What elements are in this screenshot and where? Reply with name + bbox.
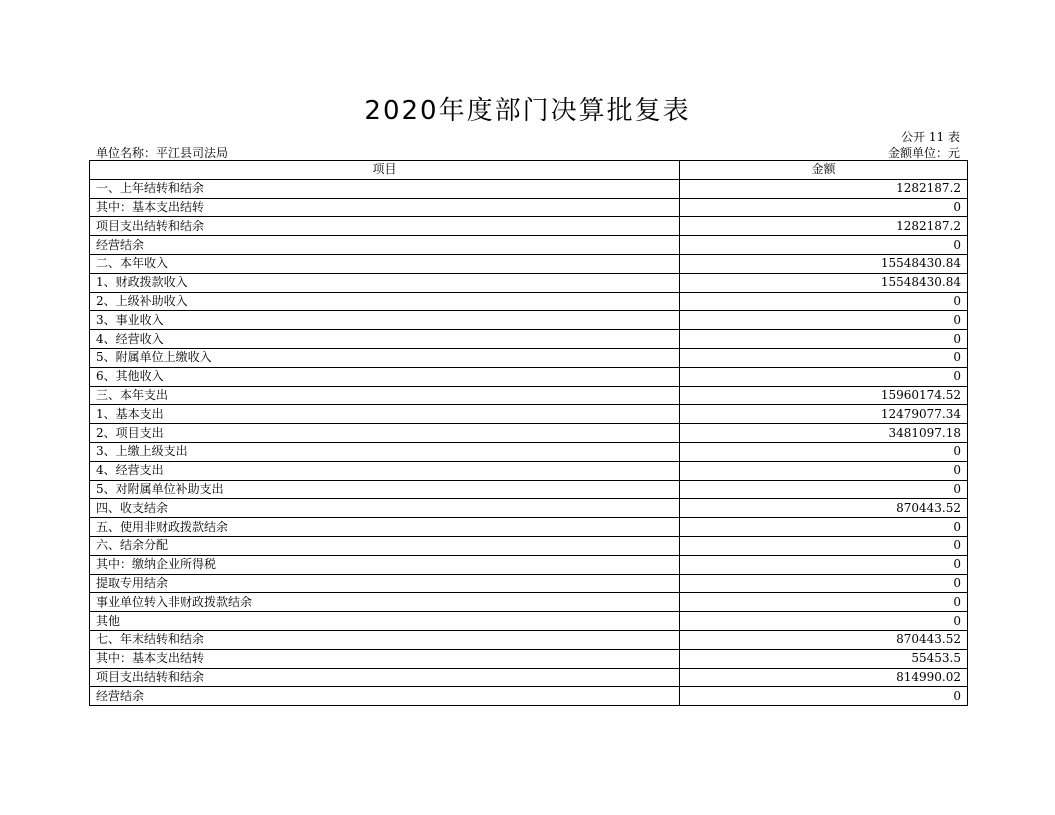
row-amount-value: 0 bbox=[680, 461, 968, 480]
row-item-label: 1、财政拨款收入 bbox=[90, 273, 680, 292]
column-header-item: 项目 bbox=[90, 161, 680, 180]
row-amount-value: 0 bbox=[680, 687, 968, 706]
column-header-amount: 金额 bbox=[680, 161, 968, 180]
row-item-label: 1、基本支出 bbox=[90, 405, 680, 424]
row-amount-value: 0 bbox=[680, 536, 968, 555]
page-title: 2020年度部门决算批复表 bbox=[364, 96, 691, 126]
table-header-row bbox=[90, 161, 968, 180]
table-row bbox=[90, 179, 968, 198]
row-amount-value: 0 bbox=[680, 236, 968, 255]
row-item-label: 四、收支结余 bbox=[90, 499, 680, 518]
table-row bbox=[90, 536, 968, 555]
row-amount-value: 15548430.84 bbox=[680, 273, 968, 292]
amount-unit-label: 金额单位：元 bbox=[887, 146, 960, 160]
table-row bbox=[90, 668, 968, 687]
table-row bbox=[90, 630, 968, 649]
row-item-label: 经营结余 bbox=[90, 236, 680, 255]
table-row bbox=[90, 593, 968, 612]
row-item-label: 4、经营收入 bbox=[90, 330, 680, 349]
row-item-label: 五、使用非财政拨款结余 bbox=[90, 518, 680, 537]
row-item-label: 2、上级补助收入 bbox=[90, 292, 680, 311]
row-item-label: 七、年末结转和结余 bbox=[90, 630, 680, 649]
row-amount-value: 12479077.34 bbox=[680, 405, 968, 424]
row-amount-value: 870443.52 bbox=[680, 630, 968, 649]
row-amount-value: 0 bbox=[680, 480, 968, 499]
row-amount-value: 814990.02 bbox=[680, 668, 968, 687]
table-body bbox=[90, 179, 968, 705]
row-item-label: 3、事业收入 bbox=[90, 311, 680, 330]
row-item-label: 提取专用结余 bbox=[90, 574, 680, 593]
row-amount-value: 1282187.2 bbox=[680, 217, 968, 236]
table-row bbox=[90, 499, 968, 518]
table-row bbox=[90, 555, 968, 574]
row-amount-value: 0 bbox=[680, 555, 968, 574]
table-row bbox=[90, 424, 968, 443]
row-amount-value: 0 bbox=[680, 348, 968, 367]
row-item-label: 其他 bbox=[90, 612, 680, 631]
row-item-label: 二、本年收入 bbox=[90, 254, 680, 273]
table-row bbox=[90, 386, 968, 405]
table-row bbox=[90, 480, 968, 499]
row-item-label: 项目支出结转和结余 bbox=[90, 217, 680, 236]
row-amount-value: 0 bbox=[680, 574, 968, 593]
table-row bbox=[90, 292, 968, 311]
row-amount-value: 0 bbox=[680, 593, 968, 612]
row-item-label: 一、上年结转和结余 bbox=[90, 179, 680, 198]
row-item-label: 三、本年支出 bbox=[90, 386, 680, 405]
row-item-label: 项目支出结转和结余 bbox=[90, 668, 680, 687]
table-row bbox=[90, 574, 968, 593]
table-row bbox=[90, 405, 968, 424]
row-amount-value: 0 bbox=[680, 330, 968, 349]
row-item-label: 4、经营支出 bbox=[90, 461, 680, 480]
table-row bbox=[90, 311, 968, 330]
row-item-label: 2、项目支出 bbox=[90, 424, 680, 443]
row-item-label: 5、附属单位上缴收入 bbox=[90, 348, 680, 367]
row-amount-value: 870443.52 bbox=[680, 499, 968, 518]
table-row bbox=[90, 442, 968, 461]
row-amount-value: 0 bbox=[680, 367, 968, 386]
row-amount-value: 0 bbox=[680, 612, 968, 631]
row-item-label: 5、对附属单位补助支出 bbox=[90, 480, 680, 499]
row-item-label: 事业单位转入非财政拨款结余 bbox=[90, 593, 680, 612]
table-row bbox=[90, 348, 968, 367]
row-amount-value: 1282187.2 bbox=[680, 179, 968, 198]
table-row bbox=[90, 612, 968, 631]
row-amount-value: 0 bbox=[680, 518, 968, 537]
row-item-label: 其中：基本支出结转 bbox=[90, 649, 680, 668]
table-row bbox=[90, 687, 968, 706]
table-row bbox=[90, 461, 968, 480]
table-row bbox=[90, 367, 968, 386]
row-item-label: 经营结余 bbox=[90, 687, 680, 706]
row-item-label: 六、结余分配 bbox=[90, 536, 680, 555]
row-amount-value: 15548430.84 bbox=[680, 254, 968, 273]
table-row bbox=[90, 330, 968, 349]
row-item-label: 3、上缴上级支出 bbox=[90, 442, 680, 461]
form-code-label: 公开 11 表 bbox=[901, 130, 960, 144]
row-item-label: 其中：基本支出结转 bbox=[90, 198, 680, 217]
row-amount-value: 0 bbox=[680, 442, 968, 461]
budget-approval-table bbox=[89, 160, 968, 706]
row-amount-value: 15960174.52 bbox=[680, 386, 968, 405]
unit-name-label: 单位名称：平江县司法局 bbox=[96, 146, 229, 160]
row-amount-value: 0 bbox=[680, 292, 968, 311]
row-item-label: 其中：缴纳企业所得税 bbox=[90, 555, 680, 574]
table-row bbox=[90, 254, 968, 273]
row-amount-value: 55453.5 bbox=[680, 649, 968, 668]
table-row bbox=[90, 518, 968, 537]
row-amount-value: 3481097.18 bbox=[680, 424, 968, 443]
row-amount-value: 0 bbox=[680, 311, 968, 330]
table-row bbox=[90, 649, 968, 668]
table-row bbox=[90, 273, 968, 292]
table-row bbox=[90, 236, 968, 255]
row-item-label: 6、其他收入 bbox=[90, 367, 680, 386]
table-row bbox=[90, 217, 968, 236]
row-amount-value: 0 bbox=[680, 198, 968, 217]
table-row bbox=[90, 198, 968, 217]
